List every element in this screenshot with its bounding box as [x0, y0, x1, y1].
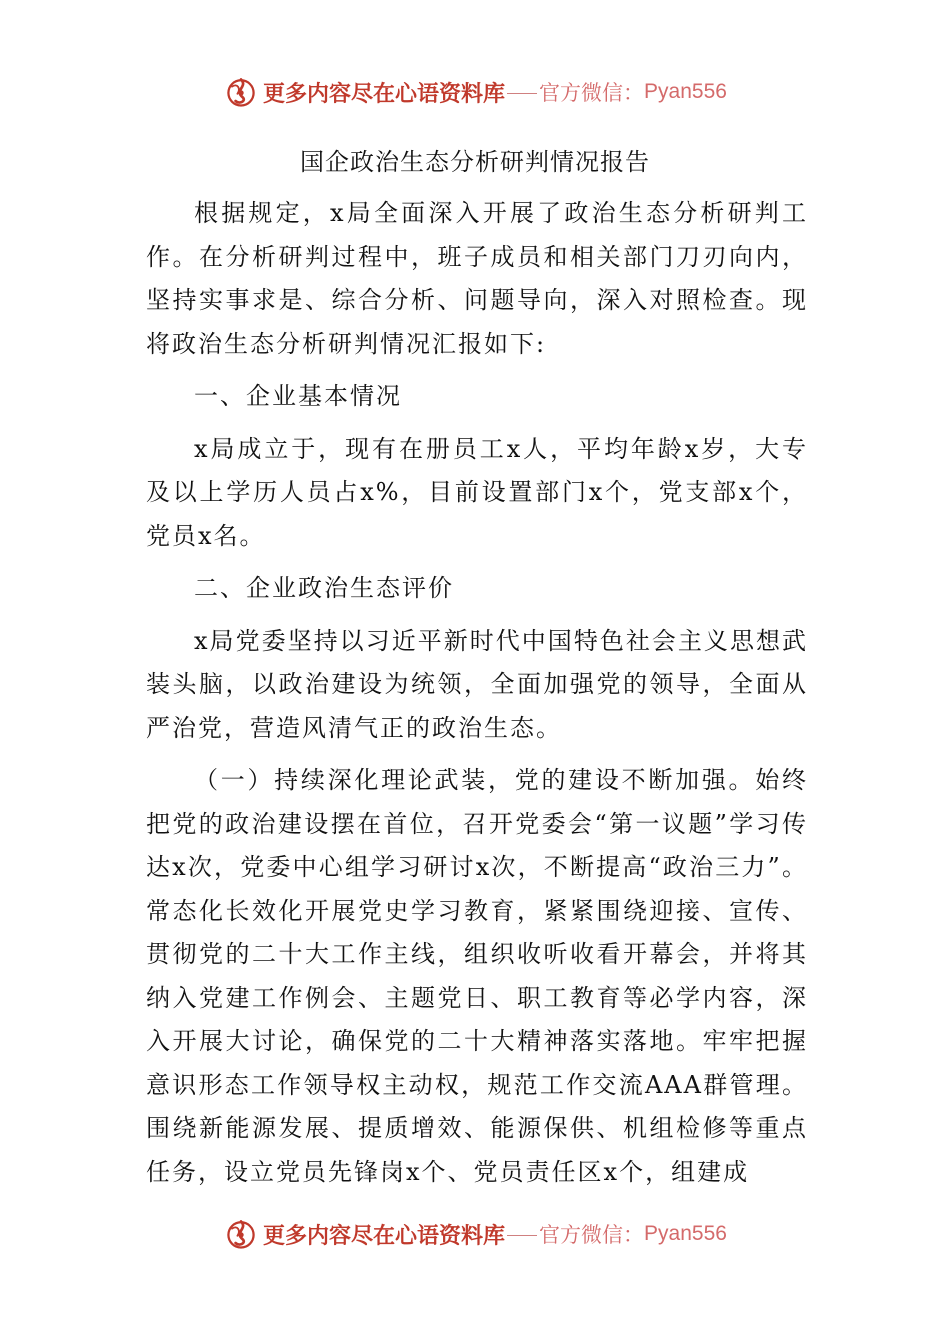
flame-logo-icon	[223, 74, 259, 110]
watermark-brand-text: 更多内容尽在心语资料库	[263, 80, 506, 107]
watermark-wechat-id: Pyan556	[644, 1222, 727, 1245]
section2-heading: 二、企业政治生态评价	[194, 574, 454, 602]
intro-paragraph: 根据规定，x局全面深入开展了政治生态分析研判工作。在分析研判过程中，班子成员和相关部门刀刃向内，坚持实事求是、综合分析、问题导向，深入对照检查。现将政治生态分析研判情况汇报如下:	[146, 199, 808, 358]
watermark-brand-text: 更多内容尽在心语资料库	[263, 1222, 506, 1249]
watermark-separator	[507, 93, 537, 94]
document-body	[146, 192, 808, 1194]
section1-paragraph: x局成立于，现有在册员工x人，平均年龄x岁，大专及以上学历人员占x%，目前设置部门x个，党支部x个，党员x名。	[146, 434, 808, 550]
section1-heading: 一、企业基本情况	[194, 382, 402, 410]
watermark-wechat-label: 官方微信：	[539, 1223, 645, 1247]
watermark-separator	[507, 1235, 537, 1236]
section2-paragraph: x局党委坚持以习近平新时代中国特色社会主义思想武装头脑，以政治建设为统领，全面加强党的领导，全面从严治党，营造风清气正的政治生态。	[146, 626, 808, 742]
watermark-wechat-label: 官方微信：	[539, 81, 645, 105]
document-title: 国企政治生态分析研判情况报告	[300, 148, 650, 176]
subsection1-paragraph: （一）持续深化理论武装，党的建设不断加强。始终把党的政治建设摆在首位，召开党委会“第一议题”学习传达x次，党委中心组学习研讨x次，不断提高“政治三力”。常态化长效化开展党史学习教育，紧紧围绕迎接、宣传、贯彻党的二十大工作主线，组织收听收看开幕会，并将其纳入党建工作例会、主题党日、职工教育等必学内容，深入开展大讨论，确保党的二十大精神落实落地。牢牢把握意识形态工作领导权主动权，规范工作交流AAA群管理。围绕新能源发展、提质增效、能源保供、机组检修等重点任务，设立党员先锋岗x个、党员责任区x个，组建成	[146, 766, 808, 1186]
watermark-wechat-id: Pyan556	[644, 80, 727, 103]
watermark-banner-bottom	[0, 1212, 950, 1256]
flame-logo-icon	[223, 1216, 259, 1252]
watermark-banner-top	[0, 70, 950, 114]
